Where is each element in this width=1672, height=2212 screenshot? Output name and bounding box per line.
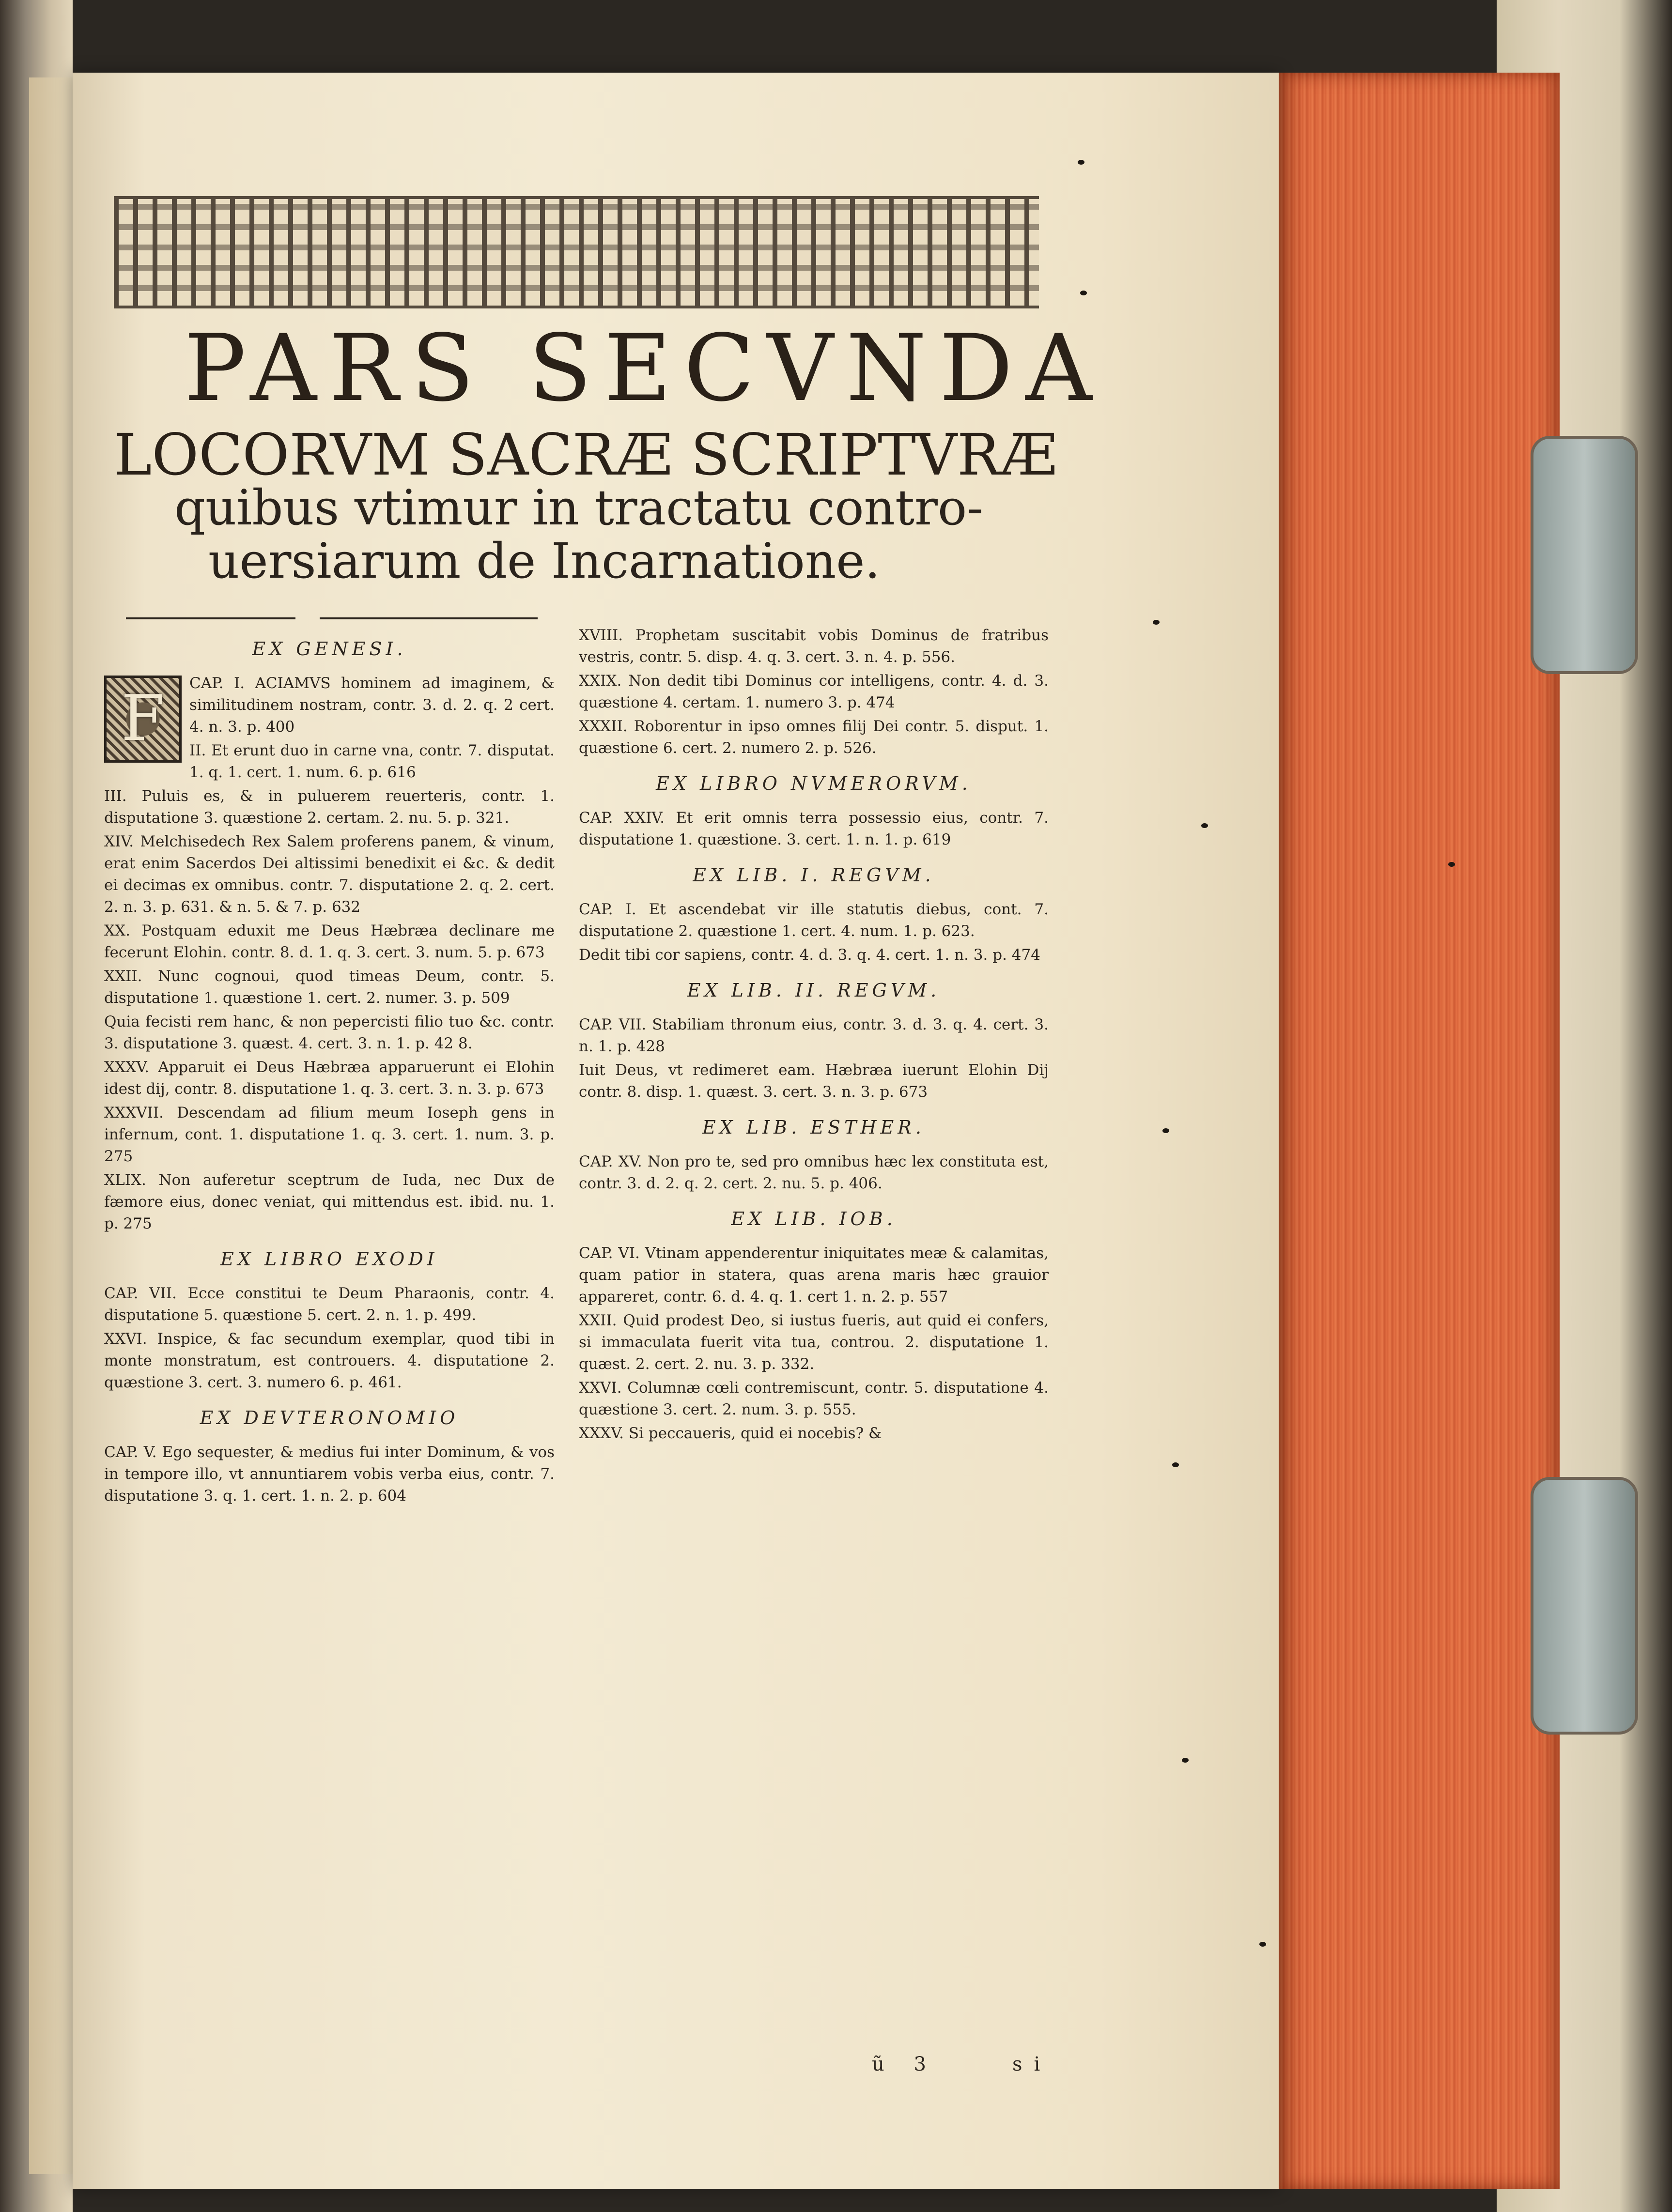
list-item: XX. Postquam eduxit me Deus Hæbræa declinare me fecerunt Elohin. contr. 8. d. 1. q. 3. cert. 3. num. 5. p. 673 (104, 922, 555, 961)
list-item: XIV. Melchisedech Rex Salem proferens panem, & vinum, erat enim Sacerdos Dei altissimi benedixit ei &c. & dedit ei decimas ex omnibus. contr. 7. disputatione 2. q. 2. cert. 2. n. 3. p. 631. & n. 5. & 7. p. 632 (104, 833, 555, 916)
list-item: XXVI. Columnæ cœli contremiscunt, contr. 5. disputatione 4. quæstione 3. cert. 2. num. 3. p. 555. (579, 1379, 1049, 1418)
list-item: CAP. XV. Non pro te, sed pro omnibus hæc lex constituta est, contr. 3. d. 2. q. 2. cert. 2. nu. 5. p. 406. (579, 1153, 1049, 1192)
wormhole (1448, 862, 1455, 867)
right-column (579, 625, 1049, 1446)
wormhole (1201, 823, 1208, 828)
list-item: CAP. VI. Vtinam appenderentur iniquitates meæ & calamitas, quam patior in statera, quas arena maris hæc grauior appareret, contr. 6. d. 4. q. 1. cert 1. n. 2. p. 557 (579, 1244, 1049, 1306)
list-item: XXXVII. Descendam ad filium meum Ioseph gens in infernum, cont. 1. disputatione 1. q. 3. cert. 1. num. 3. p. 275 (104, 1104, 555, 1165)
heading-deuteronomy: EX DEVTERONOMIO (200, 1407, 459, 1429)
catchword: si (1012, 2053, 1052, 2075)
title-line-4: uersiarum de Incarnatione. (208, 533, 881, 589)
list-item: CAP. I. ACIAMVS hominem ad imaginem, & similitudinem nostram, contr. 3. d. 2. q. 2 cert. 4. n. 3. p. 400 (189, 675, 555, 736)
wormhole (1182, 1758, 1189, 1763)
list-item: XXXII. Roborentur in ipso omnes filij Dei contr. 5. disput. 1. quæstione 6. cert. 2. numero 2. p. 526. (579, 718, 1049, 757)
heading-exodus: EX LIBRO EXODI (220, 1248, 438, 1270)
heading-numbers: EX LIBRO NVMERORVM. (656, 773, 972, 794)
list-item: XXXV. Apparuit ei Deus Hæbræa apparuerunt ei Elohin idest dij, contr. 8. disputatione 1. q. 3. cert. 3. n. 3. p. 673 (104, 1059, 555, 1098)
ornament-band (114, 196, 1039, 308)
list-item: XXIX. Non dedit tibi Dominus cor intelligens, contr. 4. d. 3. quæstione 4. certam. 1. numero 3. p. 474 (579, 672, 1049, 711)
heading-genesis: EX GENESI. (252, 638, 407, 660)
list-item: CAP. XXIV. Et erit omnis terra possessio eius, contr. 7. disputatione 1. quæstione. 3. cert. 1. n. 1. p. 619 (579, 809, 1049, 848)
list-item: Dedit tibi cor sapiens, contr. 4. d. 3. q. 4. cert. 1. n. 3. p. 474 (579, 946, 1040, 964)
title-line-1: PARS SECVNDA (184, 315, 1105, 422)
heading-job: EX LIB. IOB. (731, 1208, 897, 1229)
list-item: XXII. Nunc cognoui, quod timeas Deum, contr. 5. disputatione 1. quæstione 1. cert. 2. numer. 3. p. 509 (104, 968, 555, 1007)
signature-mark: ũ 3 (872, 2053, 938, 2075)
wormhole (1162, 1128, 1169, 1133)
list-item: CAP. VII. Ecce constitui te Deum Pharaonis, contr. 4. disputatione 5. quæstione 5. cert. 2. n. 1. p. 499. (104, 1285, 555, 1324)
list-item: XXVI. Inspice, & fac secundum exemplar, quod tibi in monte monstratum, est controuers. 4. disputatione 2. quæstione 3. cert. 3. numero 6. p. 461. (104, 1330, 555, 1391)
wormhole (1153, 620, 1160, 625)
list-item: CAP. VII. Stabiliam thronum eius, contr. 3. d. 3. q. 4. cert. 3. n. 1. p. 428 (579, 1016, 1049, 1055)
rule-left (126, 617, 295, 619)
rule-right (320, 617, 538, 619)
list-item: II. Et erunt duo in carne vna, contr. 7. disputat. 1. q. 1. cert. 1. num. 6. p. 616 (189, 742, 555, 781)
list-item: XLIX. Non auferetur sceptrum de Iuda, nec Dux de fæmore eius, donec veniat, qui mittendus est. ibid. nu. 1. p. 275 (104, 1171, 555, 1232)
decorated-initial (104, 676, 182, 763)
title-line-2: LOCORVM SACRÆ SCRIPTVRÆ (114, 421, 1057, 488)
wormhole (1080, 291, 1087, 295)
clasp-bottom (1531, 1477, 1638, 1735)
wormhole (1259, 1942, 1266, 1947)
list-item: XVIII. Prophetam suscitabit vobis Dominus de fratribus vestris, contr. 5. disp. 4. q. 3. cert. 3. n. 4. p. 556. (579, 627, 1049, 666)
list-item: CAP. I. Et ascendebat vir ille statutis diebus, cont. 7. disputatione 2. quæstione 1. cert. 4. num. 1. p. 623. (579, 901, 1049, 940)
list-item: XXII. Quid prodest Deo, si iustus fueris, aut quid ei confers, si immaculata fuerit vita tua, controu. 2. disputatione 1. quæst. 2. cert. 2. nu. 3. p. 332. (579, 1312, 1049, 1373)
page-edges (1279, 73, 1560, 2189)
heading-kings-1: EX LIB. I. REGVM. (693, 864, 935, 886)
list-item: III. Puluis es, & in puluerem reuerteris, contr. 1. disputatione 3. quæstione 2. certam. 2. nu. 5. p. 321. (104, 787, 555, 827)
title-line-3: quibus vtimur in tractatu contro- (174, 479, 983, 536)
list-item: XXXV. Si peccaueris, quid ei nocebis? & (579, 1425, 882, 1442)
list-item: Iuit Deus, vt redimeret eam. Hæbræa iuerunt Elohin Dij contr. 8. disp. 1. quæst. 3. cert. 3. n. 3. p. 673 (579, 1061, 1049, 1101)
list-item: Quia fecisti rem hanc, & non pepercisti filio tuo &c. contr. 3. disputatione 3. quæst. 4. cert. 3. n. 1. p. 42 8. (104, 1013, 555, 1052)
clasp-top (1531, 436, 1638, 674)
wormhole (1078, 160, 1084, 165)
heading-kings-2: EX LIB. II. REGVM. (687, 980, 941, 1001)
heading-esther: EX LIB. ESTHER. (702, 1117, 925, 1138)
left-column (104, 625, 555, 1509)
list-item: CAP. V. Ego sequester, & medius fui inter Dominum, & vos in tempore illo, vt annuntiarem vobis verba eius, contr. 7. disputatione 3. q. 1. cert. 1. n. 2. p. 604 (104, 1444, 555, 1505)
initial-letter: F (121, 681, 165, 755)
wormhole (1172, 1462, 1179, 1467)
